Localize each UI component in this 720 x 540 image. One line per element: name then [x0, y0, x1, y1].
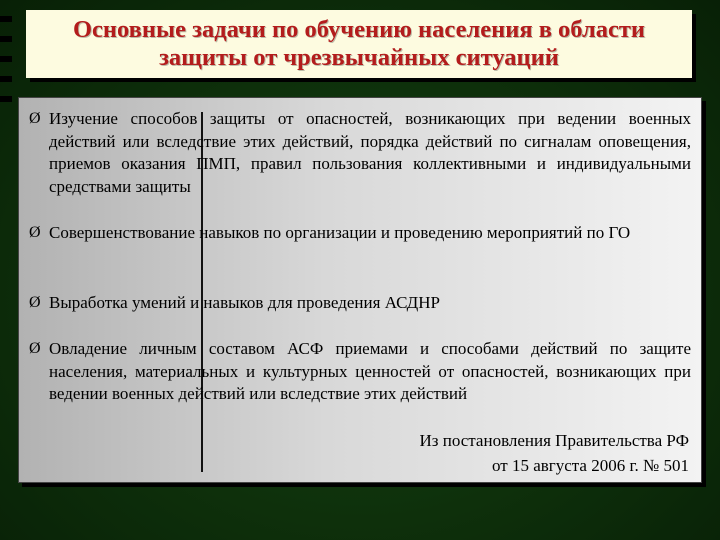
list-item-text: Выработка умений и навыков для проведения АСДНР	[49, 293, 440, 312]
content-panel	[18, 97, 702, 483]
list-item-text: Изучение способов защиты от опасностей, возникающих при ведении военных действий или вследствие этих действий, порядка действий по сигналам оповещения, приемов оказания ПМП, правил пользования коллективными и индивидуальными средствами защиты	[49, 109, 691, 196]
arrow-bullet-icon: Ø	[29, 224, 41, 241]
source-citation	[289, 428, 689, 478]
slide-title-line-2: защиты от чрезвычайных ситуаций	[159, 44, 559, 71]
arrow-bullet-icon: Ø	[29, 110, 41, 127]
list-item	[29, 222, 691, 245]
list-item-text: Овладение личным составом АСФ приемами и способами действий по защите населения, материальных и культурных ценностей от опасностей, возникающих при ведении военных действий или вследствие этих действий	[49, 339, 691, 403]
title-box	[26, 10, 692, 78]
source-line-2: от 15 августа 2006 г. № 501	[491, 456, 689, 475]
arrow-bullet-icon: Ø	[29, 340, 41, 357]
arrow-bullet-icon: Ø	[29, 294, 41, 311]
list-item	[29, 108, 691, 198]
slide-title-line-1: Основные задачи по обучению населения в области	[73, 16, 645, 43]
list-item-text: Совершенствование навыков по организации и проведению мероприятий по ГО	[49, 223, 631, 242]
source-line-1: Из постановления Правительства РФ	[419, 431, 689, 450]
list-item	[29, 338, 691, 406]
list-item	[29, 292, 691, 315]
